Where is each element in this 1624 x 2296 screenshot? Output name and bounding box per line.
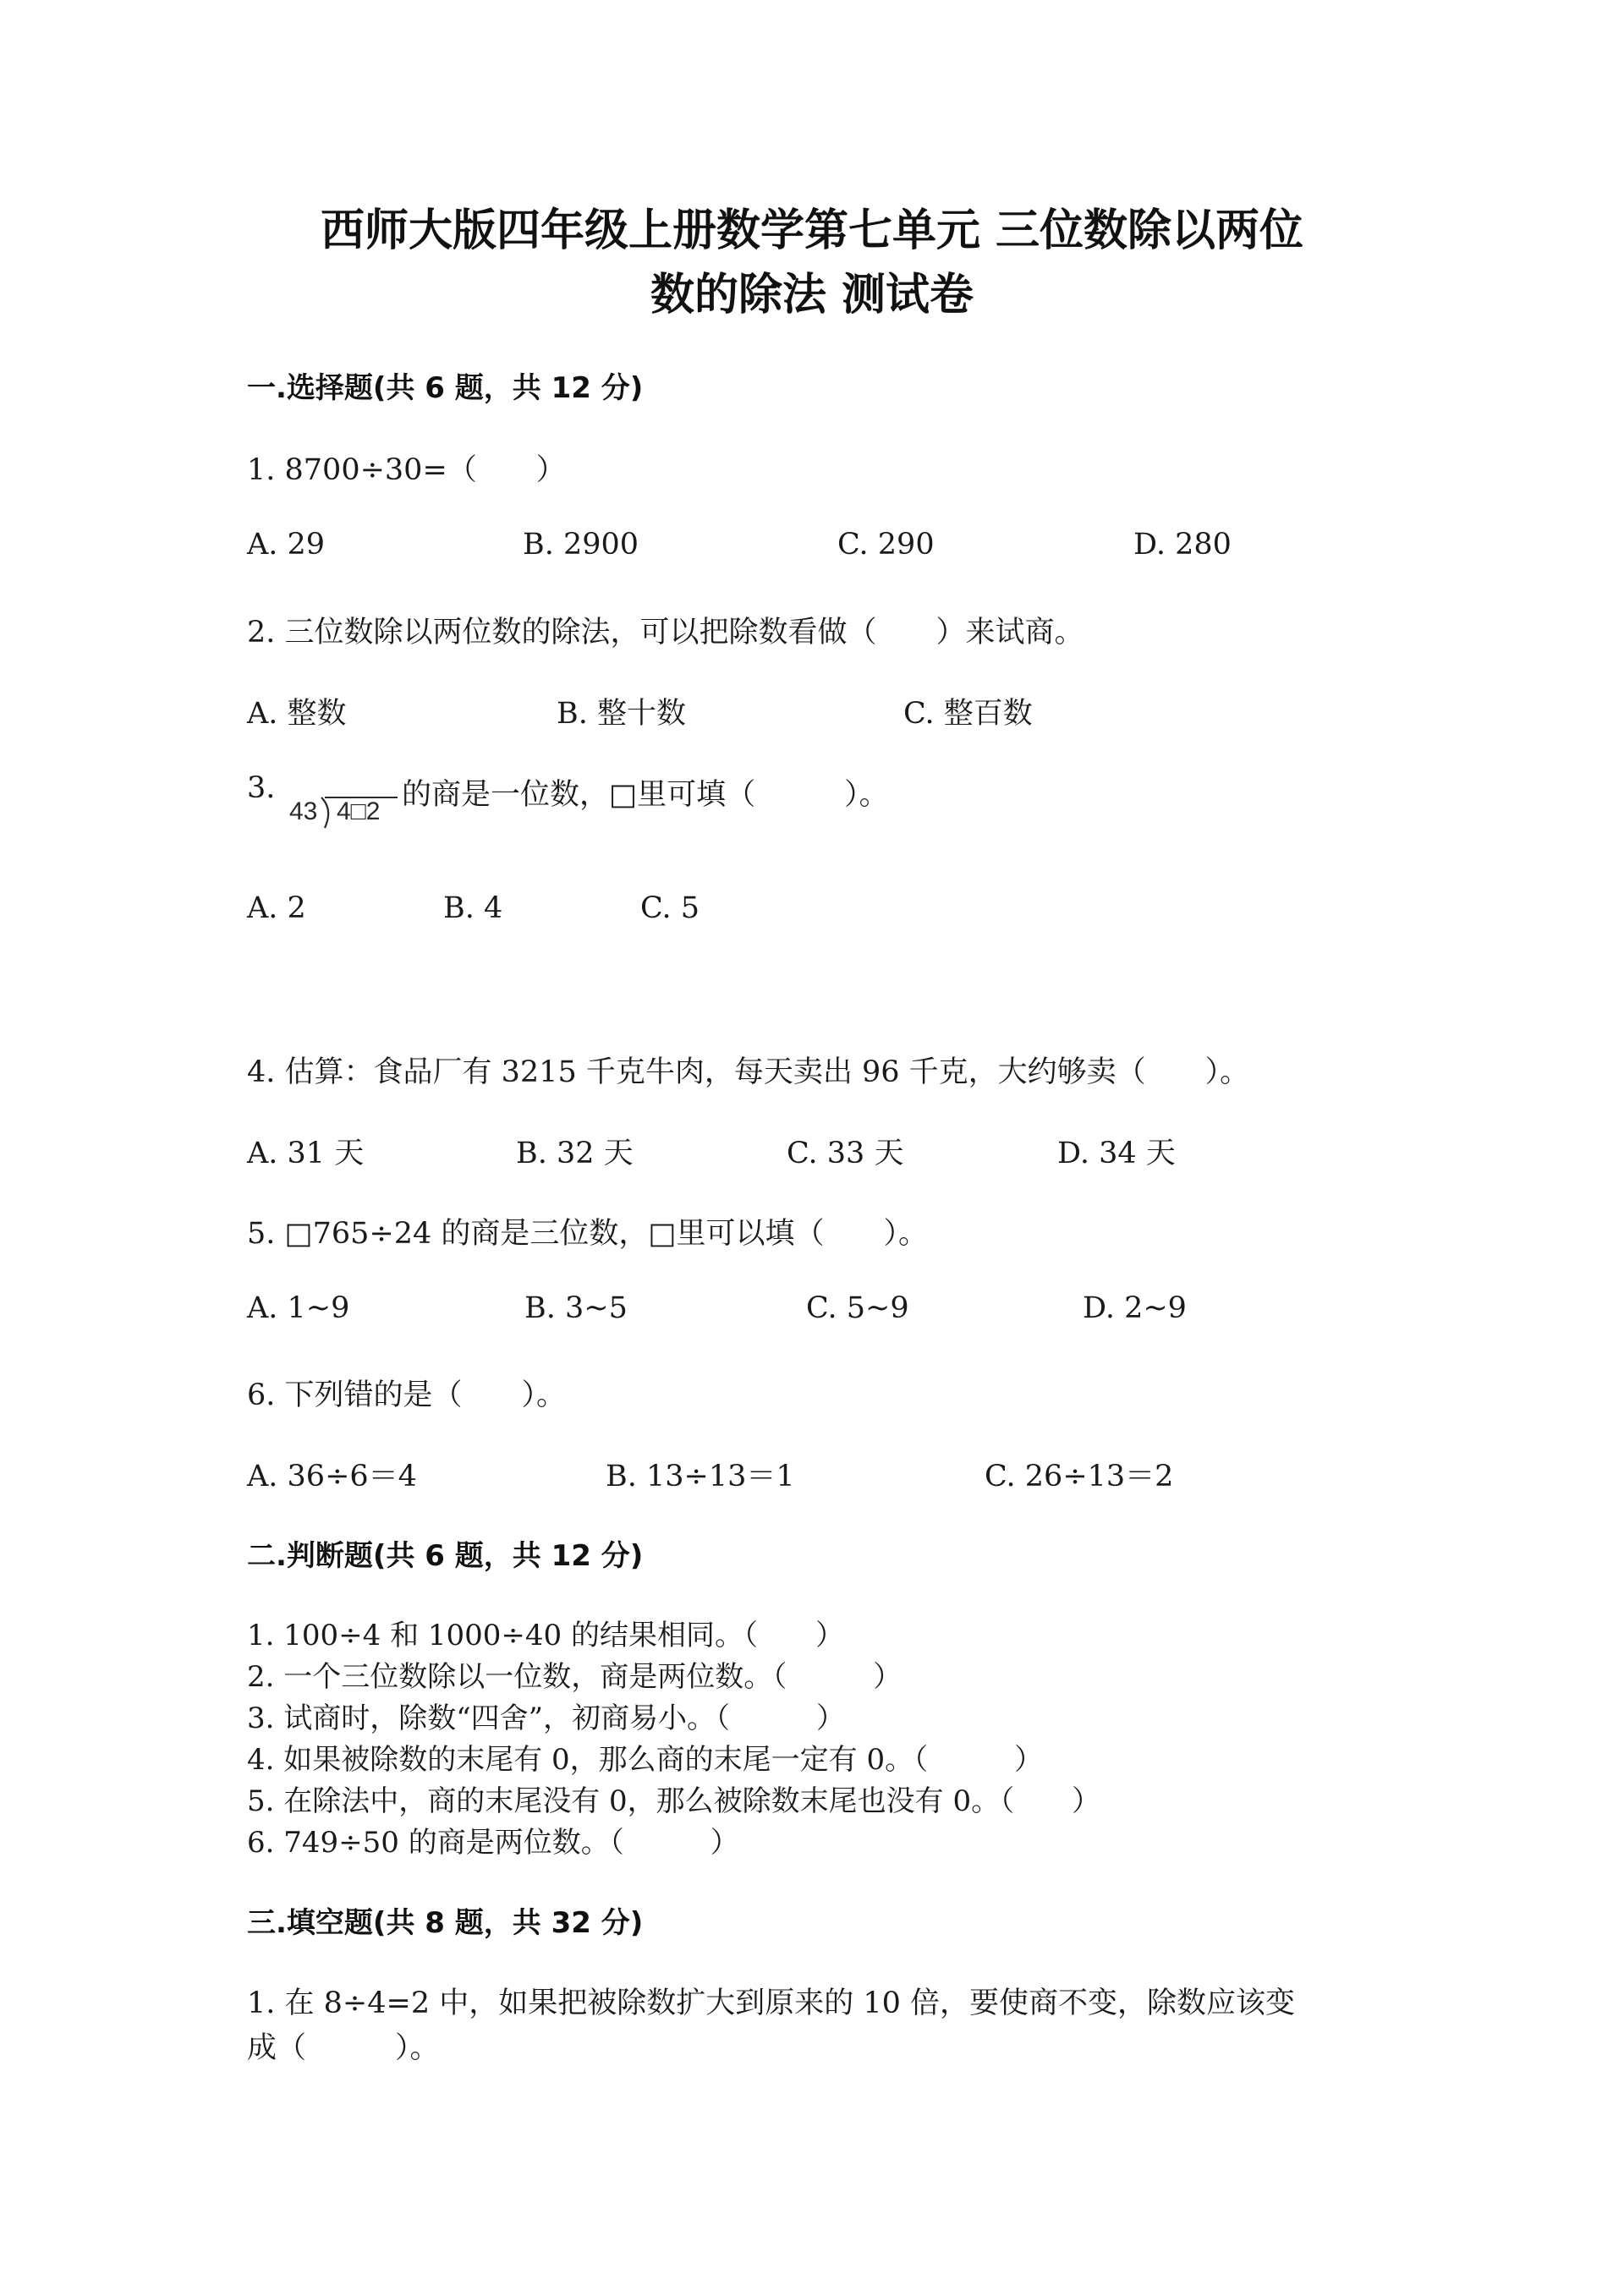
- q5-option-d: D. 2~9: [1083, 1291, 1187, 1325]
- judge-item-1: 1. 100÷4 和 1000÷40 的结果相同。（ ）: [247, 1619, 844, 1652]
- question-3-stem: 的商是一位数，□里可填（ ）。: [402, 778, 889, 812]
- q5-option-c: C. 5~9: [806, 1291, 909, 1325]
- page-title-line-2: 数的除法 测试卷: [650, 270, 974, 321]
- q5-option-b: B. 3~5: [524, 1291, 628, 1325]
- fill-question-1-line-1: 1. 在 8÷4=2 中，如果把被除数扩大到原来的 10 倍，要使商不变，除数应该变: [247, 1986, 1296, 2020]
- judge-item-6: 6. 749÷50 的商是两位数。（ ）: [247, 1826, 739, 1860]
- q1-option-d: D. 280: [1133, 528, 1232, 562]
- long-division-figure: [288, 765, 402, 833]
- question-1-stem: 1. 8700÷30=（ ）: [247, 453, 566, 487]
- q1-option-a: A. 29: [247, 528, 326, 562]
- q4-option-c: C. 33 天: [787, 1137, 904, 1170]
- q3-option-c: C. 5: [640, 891, 700, 925]
- fill-question-1-line-2: 成（ ）。: [247, 2031, 440, 2065]
- question-3-number: 3.: [247, 771, 276, 805]
- division-dividend: 4□2: [337, 797, 381, 825]
- question-6-stem: 6. 下列错的是（ ）。: [247, 1378, 567, 1412]
- judge-item-4: 4. 如果被除数的末尾有 0，那么商的末尾一定有 0。（ ）: [247, 1743, 1044, 1777]
- q4-option-b: B. 32 天: [516, 1137, 634, 1170]
- q1-option-b: B. 2900: [523, 528, 639, 562]
- judge-item-2: 2. 一个三位数除以一位数，商是两位数。（ ）: [247, 1660, 903, 1694]
- page-title-line-1: 西师大版四年级上册数学第七单元 三位数除以两位: [320, 205, 1304, 256]
- q2-option-c: C. 整百数: [903, 697, 1033, 731]
- q1-option-c: C. 290: [837, 528, 935, 562]
- q3-option-a: A. 2: [247, 891, 306, 925]
- section-heading-fill: 三.填空题(共 8 题，共 32 分): [247, 1906, 644, 1940]
- division-divisor: 43: [289, 797, 318, 825]
- q5-option-a: A. 1~9: [247, 1291, 350, 1325]
- q3-option-b: B. 4: [443, 891, 503, 925]
- question-5-stem: 5. □765÷24 的商是三位数，□里可以填（ ）。: [247, 1217, 928, 1251]
- q6-option-b: B. 13÷13＝1: [606, 1460, 795, 1493]
- question-4-stem: 4. 估算：食品厂有 3215 千克牛肉，每天卖出 96 千克，大约够卖（ ）。: [247, 1055, 1250, 1089]
- judge-item-3: 3. 试商时，除数“四舍”，初商易小。（ ）: [247, 1701, 846, 1735]
- q2-option-a: A. 整数: [247, 697, 347, 731]
- q6-option-c: C. 26÷13＝2: [985, 1460, 1174, 1493]
- question-2-stem: 2. 三位数除以两位数的除法，可以把除数看做（ ）来试商。: [247, 616, 1084, 649]
- q4-option-d: D. 34 天: [1057, 1137, 1176, 1170]
- section-heading-judge: 二.判断题(共 6 题，共 12 分): [247, 1539, 644, 1573]
- q2-option-b: B. 整十数: [557, 697, 686, 731]
- q4-option-a: A. 31 天: [247, 1137, 365, 1170]
- q6-option-a: A. 36÷6＝4: [247, 1460, 417, 1493]
- section-heading-choice: 一.选择题(共 6 题，共 12 分): [247, 371, 644, 405]
- judge-item-5: 5. 在除法中，商的末尾没有 0，那么被除数末尾也没有 0。（ ）: [247, 1784, 1101, 1818]
